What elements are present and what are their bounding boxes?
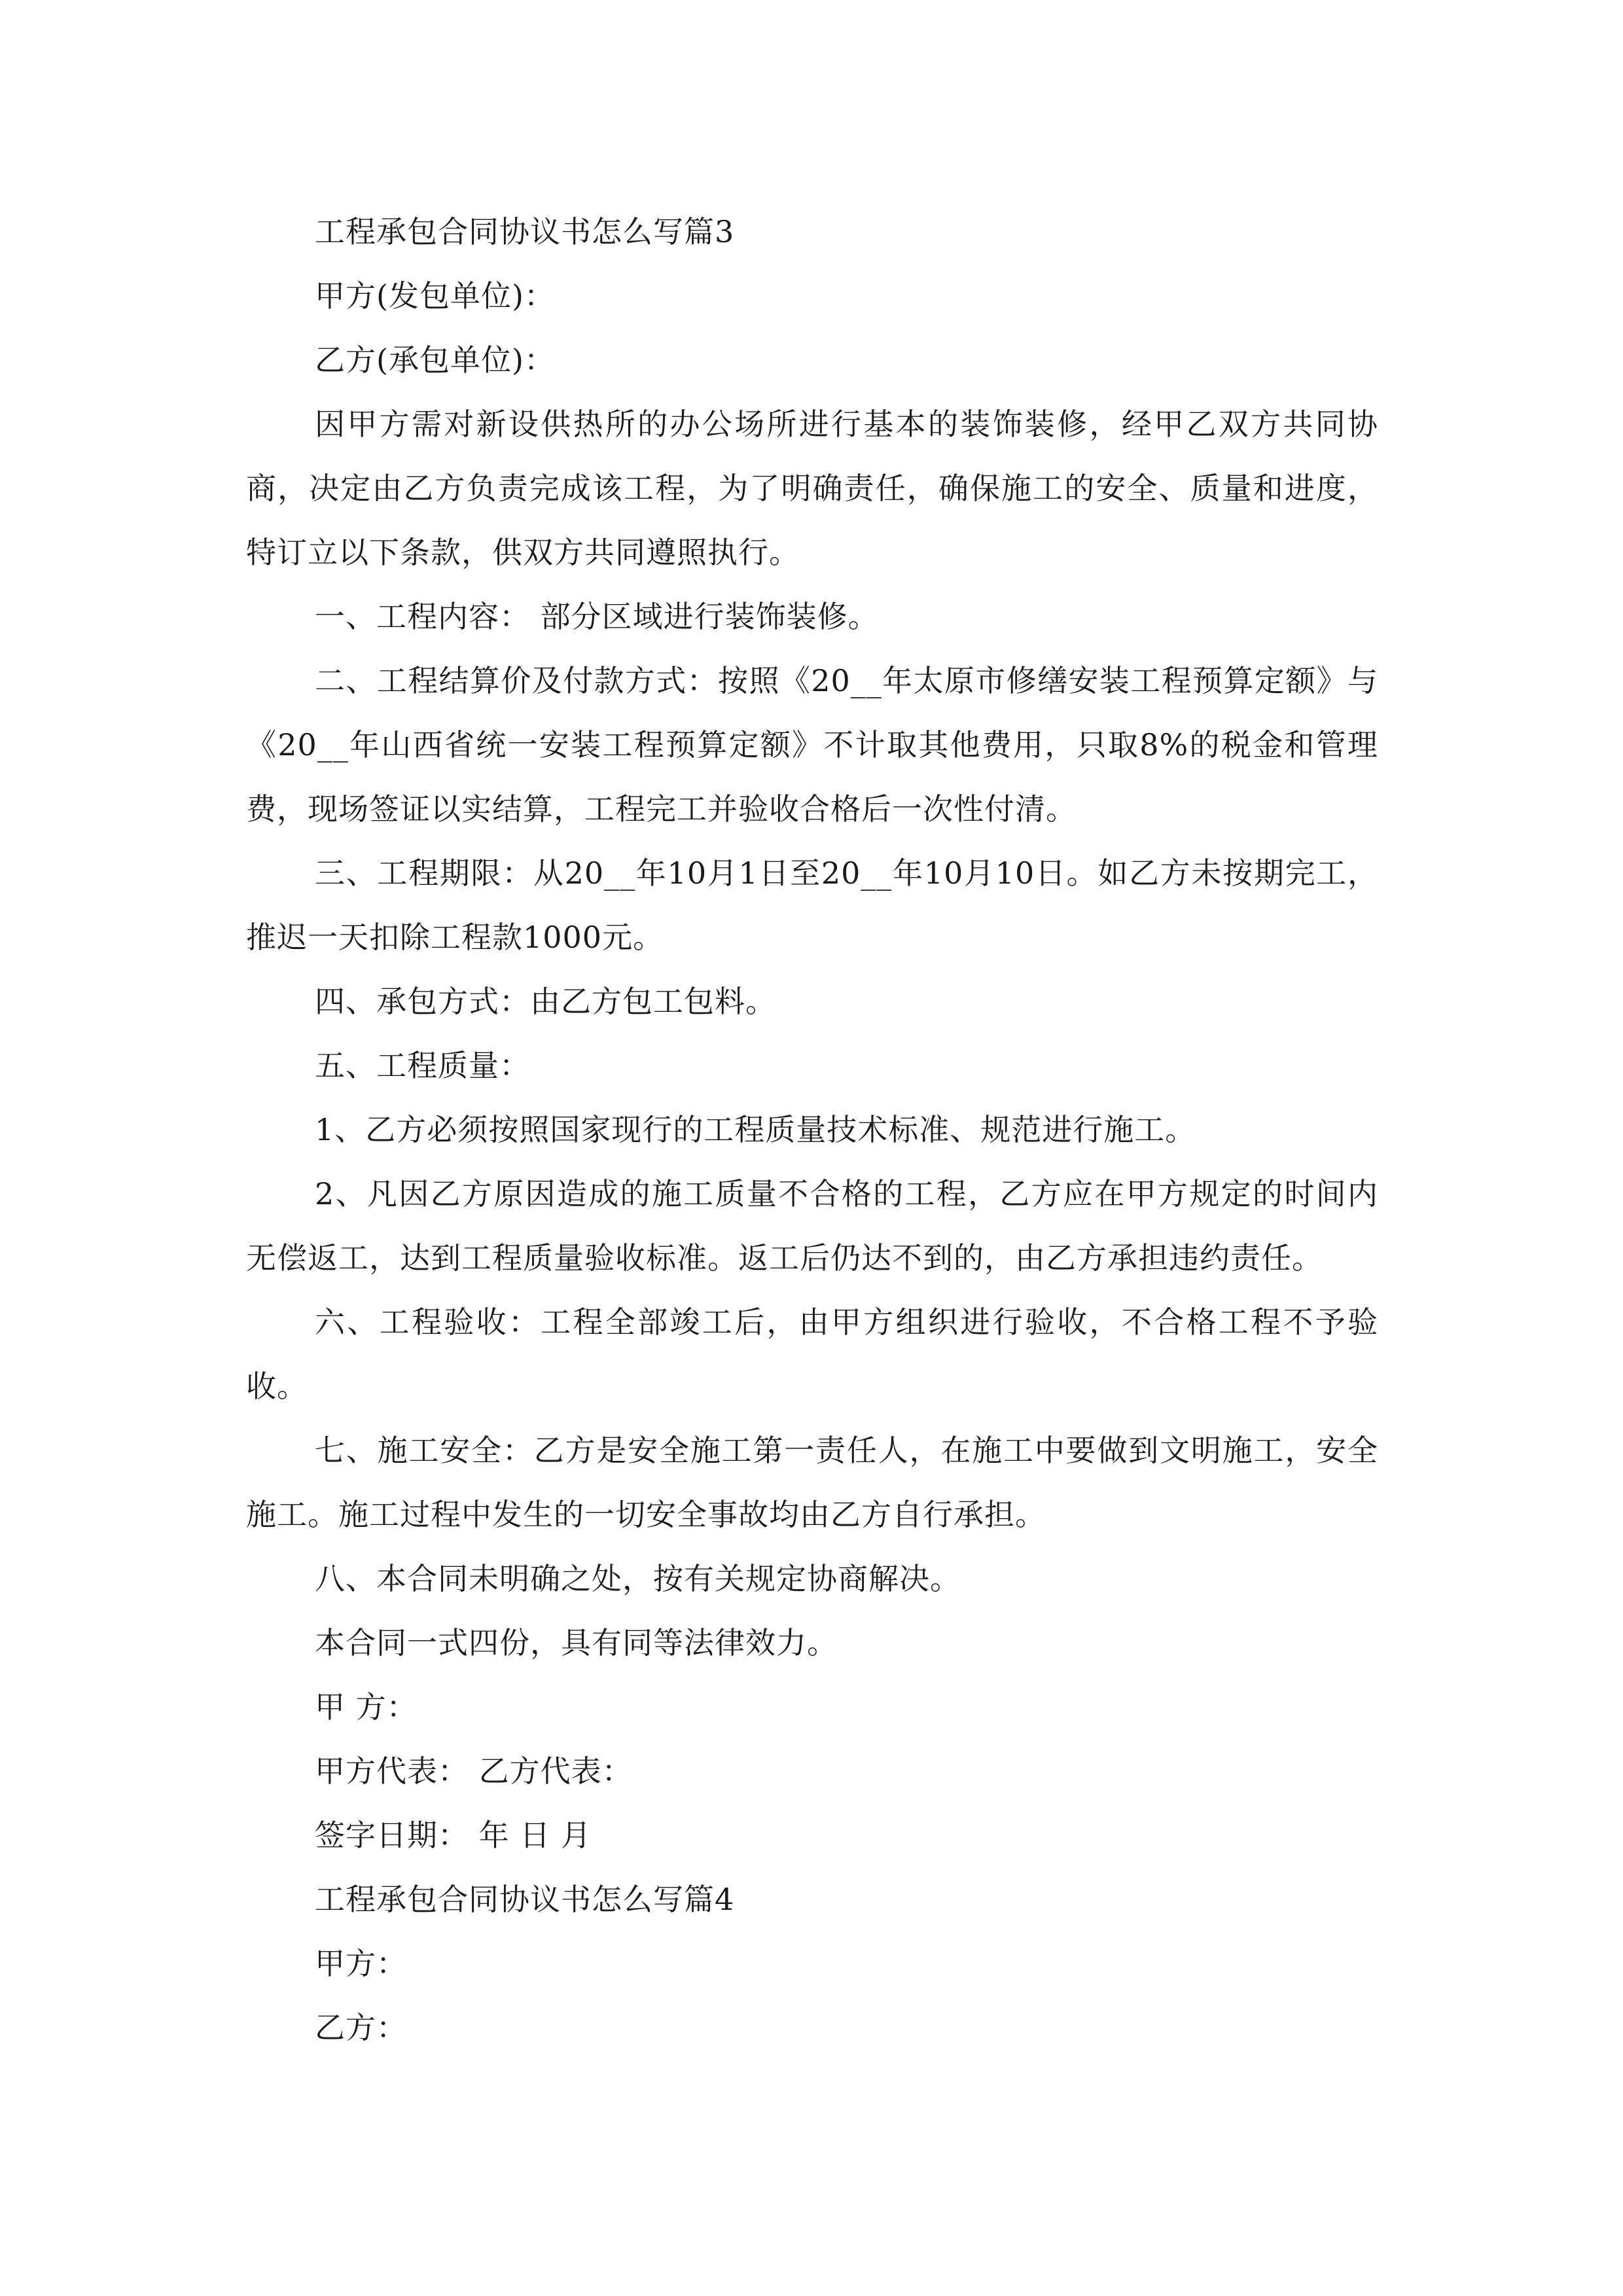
- section-heading-4: 工程承包合同协议书怎么写篇4: [315, 1882, 735, 1917]
- signature-party-a: 甲 方：: [315, 1689, 418, 1725]
- document-body: [246, 200, 1378, 2060]
- section-heading-3: 工程承包合同协议书怎么写篇3: [315, 214, 735, 249]
- clause-5-item-1: 1、乙方必须按照国家现行的工程质量技术标准、规范进行施工。: [315, 1112, 1196, 1147]
- clause-1: 一、工程内容： 部分区域进行装饰装修。: [315, 599, 879, 634]
- party-a-line: 甲方(发包单位)：: [315, 278, 555, 314]
- clause-3: 三、工程期限：从20__年10月1日至20__年10月10日。如乙方未按期完工，推迟一天扣除工程款1000元。: [246, 855, 1378, 955]
- party-b-line: 乙方(承包单位)：: [315, 342, 555, 378]
- clause-5: 五、工程质量：: [315, 1048, 530, 1083]
- clause-4: 四、承包方式：由乙方包工包料。: [315, 984, 776, 1019]
- clause-6: 六、工程验收：工程全部竣工后，由甲方组织进行验收，不合格工程不予验收。: [246, 1304, 1378, 1404]
- clause-2: 二、工程结算价及付款方式：按照《20__年太原市修缮安装工程预算定额》与《20__年山西省统一安装工程预算定额》不计取其他费用，只取8%的税金和管理费，现场签证以实结算，工程完工并验收合格后一次性付清。: [246, 663, 1378, 827]
- party-b-line-4: 乙方：: [315, 2010, 407, 2045]
- clause-5-item-2: 2、凡因乙方原因造成的施工质量不合格的工程，乙方应在甲方规定的时间内无偿返工，达到工程质量验收标准。返工后仍达不到的，由乙方承担违约责任。: [246, 1176, 1378, 1276]
- party-a-line-4: 甲方：: [315, 1946, 407, 1981]
- signature-date: 签字日期： 年 日 月: [315, 1818, 592, 1853]
- signature-representatives: 甲方代表： 乙方代表：: [315, 1753, 633, 1789]
- intro-paragraph: 因甲方需对新设供热所的办公场所进行基本的装饰装修，经甲乙双方共同协商，决定由乙方负责完成该工程，为了明确责任，确保施工的安全、质量和进度，特订立以下条款，供双方共同遵照执行。: [246, 406, 1378, 570]
- copies-statement: 本合同一式四份，具有同等法律效力。: [315, 1625, 838, 1660]
- clause-8: 八、本合同未明确之处，按有关规定协商解决。: [315, 1561, 961, 1596]
- clause-7: 七、施工安全：乙方是安全施工第一责任人，在施工中要做到文明施工，安全施工。施工过程中发生的一切安全事故均由乙方自行承担。: [246, 1433, 1378, 1532]
